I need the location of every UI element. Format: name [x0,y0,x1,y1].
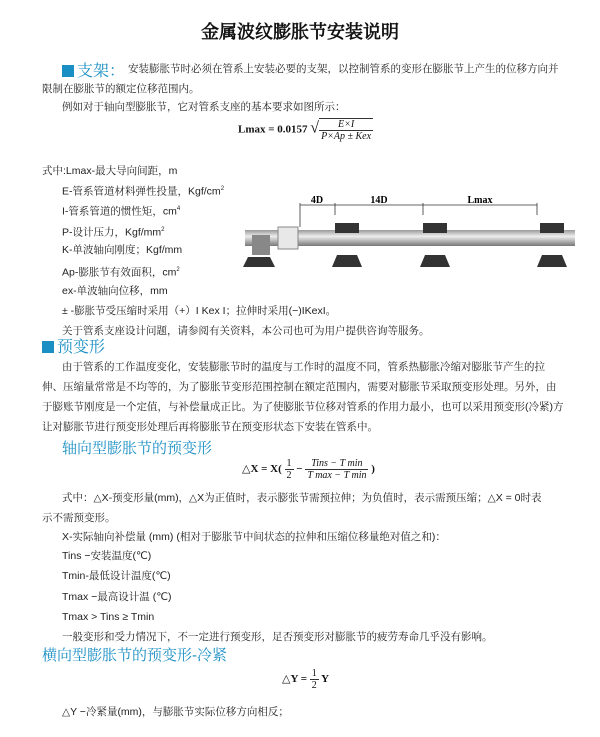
formula-lhs: △Y = [282,673,308,686]
variable-text: K-单波轴向刚度；Kgf/mm [62,243,183,256]
heading-text: 支架： [77,63,126,80]
fixed-support [252,235,270,255]
square-bullet-icon [62,65,74,77]
numerator: 1 [311,668,317,679]
dim-label-14d: 14D [370,195,388,206]
variable-text: ± -膨胀节受压缩时采用（+）I Kex I；拉伸时采用(−)IKexI。 [62,304,337,317]
variable-definition [62,304,336,318]
variable-text: Ap-膨胀节有效面积，cm [62,266,177,279]
close-paren: ) [371,463,375,476]
predeform-para: 伸、压缩量常常是不均等的，为了膨胀节变形范围控制在额定范围内，需要对膨胀节采取预变形处理。另外，由 [42,381,557,393]
predeform-para: 于膨账节刚度是一个定值，与补偿量成正比。为了使膨胀节位移对管系的作用力最小，也可以采用预变形(冷紧)方 [42,401,564,413]
variable-definition [62,223,165,240]
numerator: E×I [319,119,373,131]
formula-fraction [319,118,373,142]
lateral-formula [282,668,329,691]
unit-exponent: 2 [161,226,165,233]
axial-text-line: 式中：△X-预变形量(mm)，△X为正值时，表示膨张节需预拉伸；为负值时，表示需预压缩；△X = 0时表 [62,492,542,504]
variable-text: P-设计压力，Kgf/mm [62,226,162,239]
lateral-heading: 横向型膨胀节的预变形-冷紧 [42,647,227,664]
variable-text: E-管系管道材料弹性投量，Kgf/cm [62,185,221,198]
minus-sign: − [296,463,303,476]
variable-text: I-管系管道的惯性矩，cm [62,205,177,218]
axial-text-line: Tins −安装温度(℃) [62,550,152,562]
axial-text-line: 示不需预变形。 [42,512,116,524]
support-note: 关于管系支座设计问题，请参阅有关资料，本公司也可为用户提供咨询等服务。 [62,325,430,337]
support-intro-2: 限制在膨胀节的额定位移范围内。 [42,83,200,95]
half-fraction [310,668,319,691]
variable-definition [62,263,180,280]
variable-definition [62,243,182,257]
variable-definition [62,284,168,298]
denominator: 2 [286,470,292,481]
heading-text: 预变形 [57,339,106,356]
support-layout-diagram [240,195,575,280]
bellows [278,227,298,249]
variable-definition [62,202,180,219]
variable-definition [62,182,224,199]
numerator: Tins − T min [305,458,368,470]
square-bullet-icon [42,341,54,353]
axial-text-line: Tmax −最高设计温 (℃) [62,591,172,603]
axial-text-line: Tmin-最低设计温度(℃) [62,570,171,582]
denominator: 2 [311,680,317,691]
denominator: P×Ap ± Kex [321,131,372,142]
axial-heading: 轴向型膨胀节的预变形 [62,440,213,457]
numerator: 1 [286,458,292,469]
axial-formula [242,458,375,481]
formula-lhs: Lmax = 0.0157 [238,123,308,136]
section-heading-predeform [42,334,105,357]
support-example: 例如对于轴向型膨胀节，它对管系支座的基本要求如图所示： [62,101,346,113]
page-title: 金属波纹膨胀节安装说明 [201,22,399,42]
axial-text-line: Tmax > Tins ≥ Tmin [62,611,155,623]
axial-text-line: 一般变形和受力情况下，不一定进行预变形，足否预变形对膨胀节的疲劳寿命几乎没有影响。 [62,631,493,643]
unit-exponent: 4 [176,206,181,213]
dim-label-4d: 4D [310,195,324,206]
support-intro: 安装膨胀节时必须在管系上安装必要的支架，以控制管系的变形在膨胀节上产生的位移方向并 [128,63,559,75]
dim-label-lmax: Lmax [467,195,493,206]
half-fraction [285,458,294,481]
lmax-formula: Lmax = 0.0157 √ $\frac{E\times I}{\text{P×Ap ± Kex}}$ [238,119,372,142]
section-heading-support [62,58,125,81]
where-lmax: 式中:Lmax-最大导向间距，m [42,165,178,177]
variable-text: ex-单波轴向位移，mm [62,284,168,297]
predeform-para: 由于管系的工作温度变化，安装膨胀节时的温度与工作时的温度不同，管系热膨胀冷缩对膨胀节产生的拉 [62,361,545,373]
axial-text-line: X-实际轴向补偿量 (mm) (相对于膨胀节中间状态的拉伸和压缩位移量绝对值之和)： [62,531,446,543]
denominator: T max − T min [307,470,367,481]
predeform-para: 让对膨胀节进行预变形处理后再将膨胀节在预变形状态下安装在管系中。 [42,421,378,433]
formula-lhs: △X = X( [242,463,282,476]
unit-exponent: 2 [220,186,225,192]
formula-rhs: Y [321,673,330,686]
unit-exponent: 2 [176,267,180,274]
lateral-note: △Y −冷紧量(mm)，与膨胀节实际位移方向相反； [62,706,289,718]
temp-fraction [305,458,368,481]
